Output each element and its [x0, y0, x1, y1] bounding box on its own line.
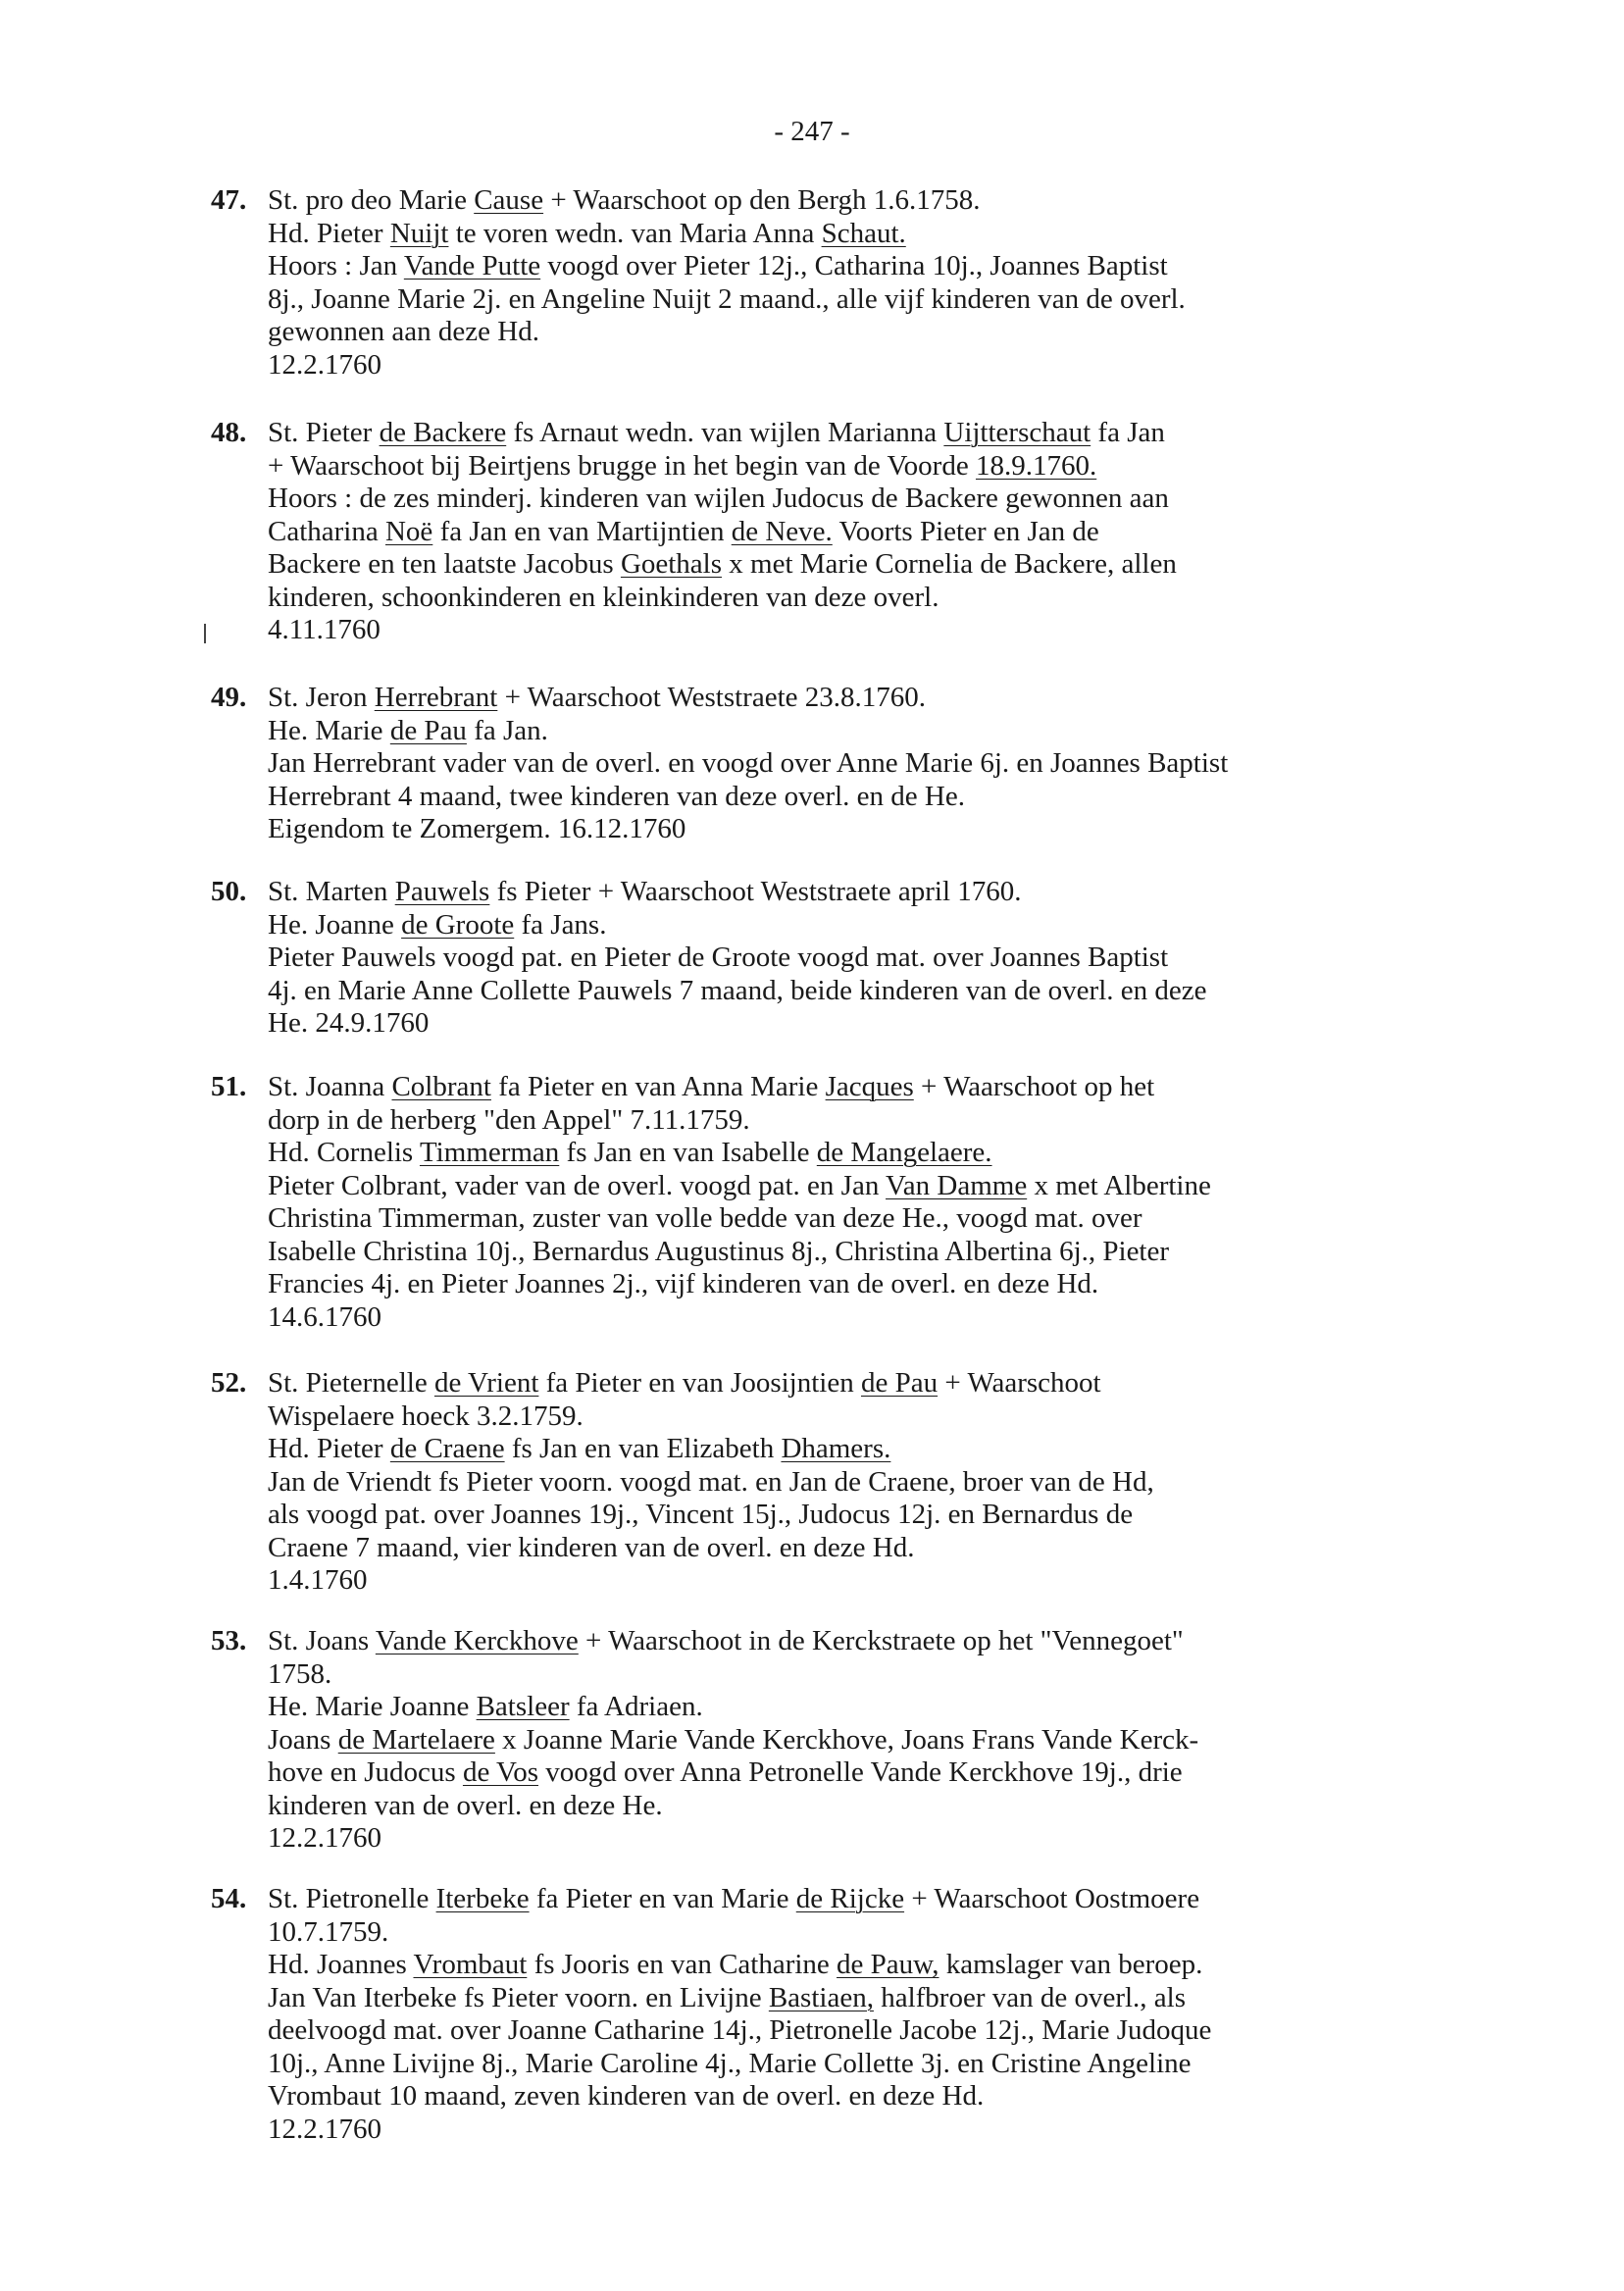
entry-line [268, 1949, 1564, 1982]
text-segment: voogd over Pieter 12j., Catharina 10j., Joannes Baptist [540, 250, 1168, 281]
entry-line [268, 450, 1564, 484]
text-segment: He. Joanne [268, 908, 402, 941]
entry-number: 54. [211, 1883, 247, 1914]
underlined-surname: Dhamers. [781, 1433, 891, 1464]
text-segment: als voogd pat. over Joannes 19j., Vincent 15j., Judocus 12j. en Bernardus de [268, 1499, 1134, 1530]
text-segment: 1.4.1760 [268, 1564, 368, 1596]
text-segment: He. 24.9.1760 [268, 1007, 430, 1039]
entry-line [268, 747, 1564, 781]
text-segment: fa Jan. [466, 714, 548, 746]
text-segment: Pieter Colbrant, vader van de overl. voogd pat. en Jan [268, 1169, 887, 1201]
underlined-surname: Cause [474, 184, 544, 216]
entry-line [268, 218, 1564, 251]
underlined-surname: de Martelaere [337, 1723, 495, 1756]
text-segment: fs Jan en van Elizabeth [504, 1433, 782, 1464]
entry-line [268, 1658, 1564, 1692]
entry-body [268, 682, 1564, 846]
entry-line [268, 1301, 1564, 1335]
underlined-surname: Vande Putte [403, 250, 541, 281]
entry-line [268, 1236, 1564, 1269]
entry-line [268, 1466, 1564, 1500]
text-segment: Jan de Vriendt fs Pieter voorn. voogd mat. en Jan de Craene, broer van de Hd, [268, 1465, 1154, 1498]
underlined-surname: de Mangelaere. [816, 1137, 992, 1168]
entry-line [268, 1532, 1564, 1565]
text-segment: fs Jan en van Isabelle [559, 1137, 817, 1168]
underlined-surname: de Vrient [433, 1367, 539, 1399]
entry-line [268, 2048, 1564, 2081]
entry-line [268, 250, 1564, 283]
entry-body [268, 417, 1564, 647]
text-segment: + Waarschoot in de Kerckstraete op het "Vennegoet" [578, 1625, 1184, 1656]
entry-line [268, 1724, 1564, 1757]
entry-number: 51. [211, 1071, 247, 1102]
text-segment: St. pro deo Marie [268, 184, 475, 216]
text-segment: St. Pieter [268, 417, 380, 448]
text-segment: x met Marie Cornelia de Backere, allen [722, 548, 1177, 580]
text-segment: Catharina [268, 515, 385, 547]
text-segment: St. Pieternelle [268, 1367, 434, 1399]
entry-line [268, 975, 1564, 1008]
entry-line [268, 2113, 1564, 2147]
text-segment: + Waarschoot [938, 1367, 1101, 1399]
text-segment: 14.6.1760 [268, 1300, 381, 1333]
text-segment: Christina Timmerman, zuster van volle bedde van deze He., voogd mat. over [268, 1202, 1142, 1234]
underlined-surname: Schaut. [821, 217, 906, 249]
text-segment: Wispelaere hoeck 3.2.1759. [268, 1400, 584, 1432]
entry-line [268, 876, 1564, 909]
text-segment: 8j., Joanne Marie 2j. en Angeline Nuijt 2 maand., alle vijf kinderen van de overl. [268, 282, 1186, 315]
underlined-surname: Batsleer [476, 1691, 570, 1722]
entry-number: 50. [211, 876, 247, 907]
text-segment: fs Arnaut wedn. van wijlen Marianna [506, 417, 944, 448]
underlined-surname: 18.9.1760. [975, 449, 1097, 482]
underlined-surname: de Pau [389, 714, 467, 746]
entry-line [268, 184, 1564, 218]
entry-number: 49. [211, 682, 247, 713]
entry-number: 48. [211, 417, 247, 448]
entry-line [268, 2080, 1564, 2113]
text-segment: fa Jan [1091, 417, 1165, 448]
underlined-surname: Van Damme [886, 1169, 1028, 1201]
entry-54 [211, 1883, 1564, 2146]
entry-line [268, 1400, 1564, 1434]
entry-line [268, 1982, 1564, 2015]
entry-49 [211, 682, 1564, 846]
entry-line [268, 2014, 1564, 2048]
entry-body [268, 876, 1564, 1041]
text-segment: kamslager van beroep. [939, 1949, 1203, 1980]
underlined-surname: Goethals [620, 548, 723, 580]
entry-line [268, 1170, 1564, 1203]
text-segment: Vrombaut 10 maand, zeven kinderen van de overl. en deze Hd. [268, 2080, 985, 2112]
entry-number: 47. [211, 184, 247, 216]
text-segment: He. Marie Joanne [268, 1691, 477, 1722]
entry-line [268, 1822, 1564, 1856]
underlined-surname: de Pau [860, 1367, 939, 1399]
entry-line [268, 1007, 1564, 1041]
text-segment: 12.2.1760 [268, 1822, 381, 1854]
text-segment: Backere en ten laatste Jacobus [268, 548, 621, 580]
entry-50 [211, 876, 1564, 1041]
entry-line [268, 1433, 1564, 1466]
entry-line [268, 813, 1564, 846]
underlined-surname: de Neve. [731, 515, 833, 547]
entry-line [268, 316, 1564, 349]
text-segment: + Waarschoot Weststraete 23.8.1760. [497, 682, 927, 713]
text-segment: 4.11.1760 [268, 614, 381, 645]
text-segment: Eigendom te Zomergem. 16.12.1760 [268, 813, 686, 844]
entry-body [268, 1883, 1564, 2146]
text-segment: 10.7.1759. [268, 1915, 389, 1948]
text-segment: 12.2.1760 [268, 348, 381, 381]
text-segment: Hd. Pieter [268, 1433, 390, 1464]
text-segment: Jan Van Iterbeke fs Pieter voorn. en Livijne [268, 1981, 769, 2013]
entry-line [268, 1137, 1564, 1170]
entry-line [268, 715, 1564, 748]
text-segment: Voorts Pieter en Jan de [832, 515, 1099, 547]
underlined-surname: de Craene [389, 1433, 505, 1464]
entry-body [268, 1625, 1564, 1856]
entry-body [268, 1071, 1564, 1334]
entry-51 [211, 1071, 1564, 1334]
entry-line [268, 1071, 1564, 1104]
text-segment: dorp in de herberg "den Appel" 7.11.1759. [268, 1103, 750, 1136]
text-segment: fa Pieter en van Joosijntien [538, 1367, 861, 1399]
text-segment: Hoors : de zes minderj. kinderen van wijlen Judocus de Backere gewonnen aan [268, 483, 1169, 514]
underlined-surname: Iterbeke [435, 1883, 530, 1914]
entry-53 [211, 1625, 1564, 1856]
text-segment: fa Adriaen. [569, 1691, 703, 1722]
text-segment: 10j., Anne Livijne 8j., Marie Caroline 4j., Marie Collette 3j. en Cristine Angeline [268, 2047, 1192, 2079]
entry-line [268, 614, 1564, 647]
entry-line [268, 582, 1564, 615]
text-segment: Francies 4j. en Pieter Joannes 2j., vijf kinderen van de overl. en deze Hd. [268, 1268, 1099, 1299]
entry-line [268, 909, 1564, 942]
entry-number: 53. [211, 1625, 247, 1656]
text-segment: fs Jooris en van Catharine [527, 1949, 837, 1980]
entry-number: 52. [211, 1367, 247, 1399]
underlined-surname: Nuijt [389, 217, 449, 249]
text-segment: St. Joanna [268, 1071, 392, 1102]
text-segment: fa Jans. [514, 908, 607, 941]
text-segment: Hd. Joannes [268, 1949, 414, 1980]
text-segment: halfbroer van de overl., als [873, 1981, 1187, 2013]
text-segment: fs Pieter + Waarschoot Weststraete april 1760. [489, 876, 1022, 907]
entry-body [268, 184, 1564, 382]
entry-line [268, 682, 1564, 715]
entry-line [268, 942, 1564, 975]
text-segment: St. Joans [268, 1625, 376, 1656]
entry-line [268, 1790, 1564, 1823]
underlined-surname: Pauwels [394, 876, 490, 907]
text-segment: He. Marie [268, 714, 390, 746]
entry-line [268, 1883, 1564, 1916]
entry-line [268, 1367, 1564, 1400]
entry-line [268, 1625, 1564, 1658]
text-segment: St. Jeron [268, 682, 375, 713]
text-segment: gewonnen aan deze Hd. [268, 316, 539, 347]
text-segment: + Waarschoot Oostmoere [904, 1883, 1200, 1914]
entry-line [268, 1268, 1564, 1301]
text-segment: fa Pieter en van Anna Marie [490, 1071, 826, 1102]
underlined-surname: Uijtterschaut [943, 417, 1091, 448]
text-segment: te voren wedn. van Maria Anna [448, 217, 822, 249]
text-segment: Herrebrant 4 maand, twee kinderen van deze overl. en de He. [268, 780, 965, 812]
underlined-surname: de Vos [462, 1756, 539, 1788]
entry-line [268, 1104, 1564, 1138]
text-segment: x met Albertine [1027, 1169, 1211, 1201]
page-number: - 247 - [774, 116, 850, 147]
text-segment: St. Pietronelle [268, 1883, 436, 1914]
margin-mark [204, 624, 206, 643]
underlined-surname: Noë [384, 515, 433, 547]
text-segment: fa Jan en van Martijntien [432, 515, 732, 547]
entry-line [268, 1564, 1564, 1598]
text-segment: Pieter Pauwels voogd pat. en Pieter de Groote voogd mat. over Joannes Baptist [268, 942, 1169, 973]
entry-48 [211, 417, 1564, 647]
text-segment: 1758. [268, 1657, 332, 1690]
entry-line [268, 1202, 1564, 1236]
text-segment: Hd. Cornelis [268, 1137, 420, 1168]
underlined-surname: de Backere [379, 417, 507, 448]
text-segment: Craene 7 maand, vier kinderen van de overl. en deze Hd. [268, 1531, 915, 1563]
entry-line [268, 483, 1564, 516]
text-segment: voogd over Anna Petronelle Vande Kerckhove 19j., drie [538, 1756, 1183, 1788]
text-segment: Joans [268, 1723, 338, 1756]
text-segment: x Joanne Marie Vande Kerckhove, Joans Frans Vande Kerck- [494, 1723, 1199, 1756]
underlined-surname: Timmerman [419, 1137, 560, 1168]
entry-line [268, 349, 1564, 382]
underlined-surname: Bastiaen, [768, 1981, 874, 2013]
text-segment: kinderen van de overl. en deze He. [268, 1789, 663, 1821]
text-segment: 12.2.1760 [268, 2113, 381, 2145]
underlined-surname: de Pauw, [837, 1949, 939, 1980]
text-segment: + Waarschoot op den Bergh 1.6.1758. [543, 184, 981, 216]
entry-line [268, 1499, 1564, 1532]
text-segment: fa Pieter en van Marie [529, 1883, 796, 1914]
text-segment: + Waarschoot bij Beirtjens brugge in het begin van de Voorde [268, 449, 976, 482]
underlined-surname: Herrebrant [374, 682, 498, 713]
entry-line [268, 516, 1564, 549]
entry-line [268, 283, 1564, 317]
text-segment: Hoors : Jan [268, 250, 404, 281]
entry-52 [211, 1367, 1564, 1598]
underlined-surname: de Rijcke [795, 1883, 905, 1914]
underlined-surname: Jacques [825, 1071, 914, 1102]
underlined-surname: Vande Kerckhove [375, 1625, 579, 1656]
entry-line [268, 1691, 1564, 1724]
entry-line [268, 781, 1564, 814]
underlined-surname: Colbrant [391, 1071, 491, 1102]
text-segment: St. Marten [268, 876, 395, 907]
entry-line [268, 548, 1564, 582]
entry-body [268, 1367, 1564, 1598]
text-segment: Jan Herrebrant vader van de overl. en voogd over Anne Marie 6j. en Joannes Baptist [268, 747, 1229, 779]
text-segment: + Waarschoot op het [913, 1071, 1155, 1102]
entry-line [268, 417, 1564, 450]
entry-line [268, 1916, 1564, 1950]
underlined-surname: Vrombaut [413, 1949, 528, 1980]
text-segment: Isabelle Christina 10j., Bernardus Augustinus 8j., Christina Albertina 6j., Pieter [268, 1235, 1170, 1267]
text-segment: Hd. Pieter [268, 217, 390, 249]
entry-47 [211, 184, 1564, 382]
entry-line [268, 1756, 1564, 1790]
text-segment: deelvoogd mat. over Joanne Catharine 14j., Pietronelle Jacobe 12j., Marie Judoque [268, 2014, 1212, 2046]
text-segment: kinderen, schoonkinderen en kleinkinderen van deze overl. [268, 581, 939, 613]
underlined-surname: de Groote [401, 908, 515, 941]
text-segment: hove en Judocus [268, 1756, 463, 1788]
text-segment: 4j. en Marie Anne Collette Pauwels 7 maand, beide kinderen van de overl. en deze [268, 974, 1207, 1006]
